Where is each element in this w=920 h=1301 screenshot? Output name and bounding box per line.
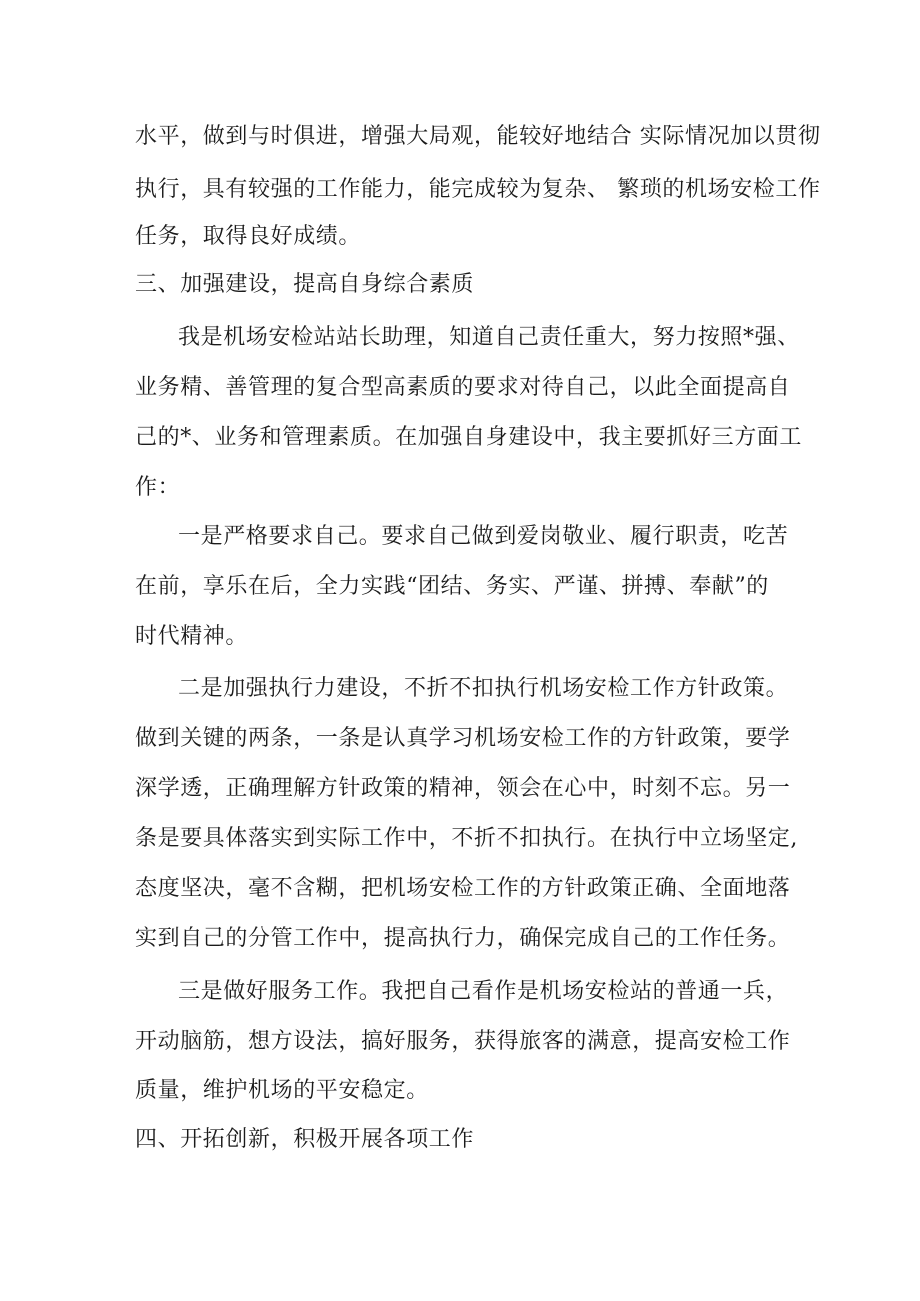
paragraph-line: 条是要具体落实到实际工作中，不折不扣执行。在执行中立场坚定, xyxy=(135,826,798,851)
paragraph-line: 质量，维护机场的平安稳定。 xyxy=(135,1078,429,1103)
paragraph-line: 作： xyxy=(135,475,181,500)
paragraph-line: 执行，具有较强的工作能力，能完成较为复杂、 繁琐的机场安检工作 xyxy=(135,177,821,202)
paragraph-line: 深学透，正确理解方针政策的精神，领会在心中，时刻不忘。另一 xyxy=(135,776,791,801)
paragraph-line: 开动脑筋，想方设法，搞好服务，获得旅客的满意，提高安检工作 xyxy=(135,1029,791,1054)
section-heading: 三、加强建设，提高自身综合素质 xyxy=(135,272,475,297)
paragraph-line: 做到关键的两条，一条是认真学习机场安检工作的方针政策，要学 xyxy=(135,726,791,751)
paragraph-line: 己的*、业务和管理素质。在加强自身建设中，我主要抓好三方面工 xyxy=(135,425,803,450)
paragraph-line: 三是做好服务工作。我把自己看作是机场安检站的普通一兵， xyxy=(178,979,789,1004)
paragraph-line: 二是加强执行力建设，不折不扣执行机场安检工作方针政策。 xyxy=(178,676,789,701)
paragraph-line: 任务，取得良好成绩。 xyxy=(135,224,362,249)
paragraph-line: 在前，享乐在后，全力实践“团结、务实、严谨、拼搏、奉献”的 xyxy=(135,574,769,599)
paragraph-line: 时代精神。 xyxy=(135,624,249,649)
paragraph-line: 我是机场安检站站长助理，知道自己责任重大，努力按照*强、 xyxy=(178,325,800,350)
paragraph-line: 态度坚决，毫不含糊，把机场安检工作的方针政策正确、全面地落 xyxy=(135,876,791,901)
section-heading: 四、开拓创新，积极开展各项工作 xyxy=(135,1127,475,1152)
paragraph-line: 一是严格要求自己。要求自己做到爱岗敬业、履行职责，吃苦 xyxy=(178,524,789,549)
paragraph-line: 水平，做到与时俱进，增强大局观，能较好地结合 实际情况加以贯彻 xyxy=(135,124,821,149)
paragraph-line: 实到自己的分管工作中，提高执行力，确保完成自己的工作任务。 xyxy=(135,926,791,951)
paragraph-line: 业务精、善管理的复合型高素质的要求对待自己，以此全面提高自 xyxy=(135,375,791,400)
